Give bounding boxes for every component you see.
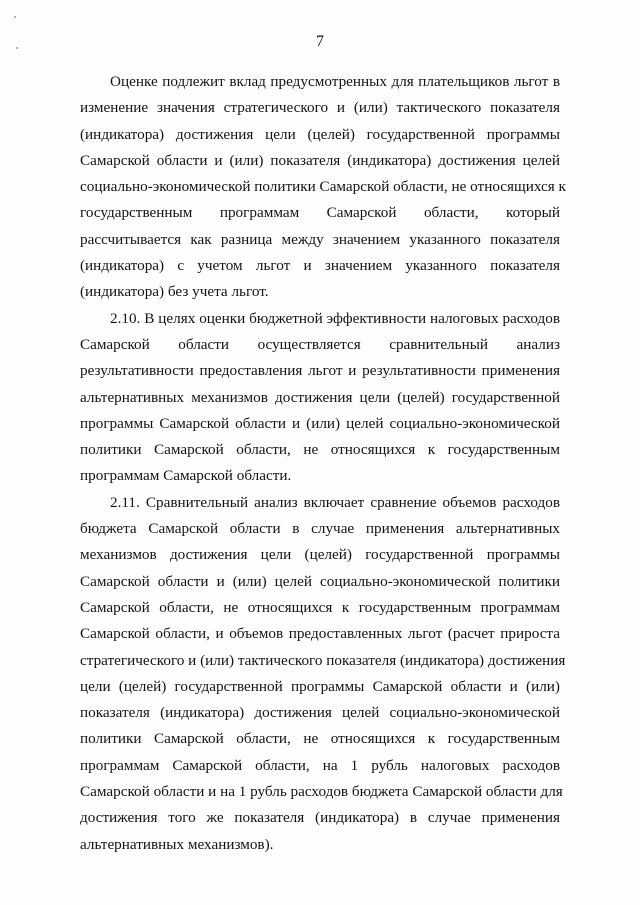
document-body (80, 69, 566, 858)
text-line: политики Самарской области, не относящихся к государственным (80, 730, 560, 748)
text-line: (индикатора) без учета льгот. (80, 283, 269, 301)
scan-speck (14, 16, 16, 18)
text-line: социально-экономической политики Самарской области, не относящихся к (80, 178, 566, 196)
text-line: Самарской области, и объемов предоставленных льгот (расчет прироста (80, 625, 560, 643)
text-line: Самарской области, не относящихся к государственным программам (80, 598, 560, 616)
text-line: изменение значения стратегического и (или) тактического показателя (80, 99, 560, 117)
text-line: альтернативных механизмов достижения цели (целей) государственной (80, 388, 560, 406)
paragraph-assessment-contribution (80, 69, 566, 306)
text-line: 2.10. В целях оценки бюджетной эффективности налоговых расходов (110, 309, 560, 327)
text-line: программам Самарской области, на 1 рубль налоговых расходов (80, 756, 560, 774)
text-line: государственным программам Самарской области, который (80, 204, 560, 222)
text-line: (индикатора) с учетом льгот и значением указанного показателя (80, 257, 560, 275)
paragraph-2-10 (80, 306, 560, 490)
text-line: Самарской области и (или) показателя (индикатора) достижения целей (80, 151, 560, 169)
text-line: Самарской области осуществляется сравнительный анализ (80, 335, 560, 353)
text-line: стратегического и (или) тактического показателя (индикатора) достижения (80, 651, 566, 669)
text-line: показателя (индикатора) достижения целей социально-экономической (80, 704, 560, 722)
text-line: Оценке подлежит вклад предусмотренных для плательщиков льгот в (110, 73, 560, 90)
text-line: цели (целей) государственной программы Самарской области и (или) (80, 677, 560, 695)
text-line: альтернативных механизмов). (80, 835, 274, 853)
text-line: результативности предоставления льгот и результативности применения (80, 362, 560, 380)
text-line: механизмов достижения цели (целей) государственной программы (80, 546, 560, 564)
text-line: рассчитывается как разница между значением указанного показателя (80, 230, 560, 248)
paragraph-2-11 (80, 490, 566, 858)
text-line: Самарской области и на 1 рубль расходов бюджета Самарской области для (80, 783, 563, 801)
text-line: 2.11. Сравнительный анализ включает сравнение объемов расходов (110, 493, 560, 511)
page-number: 7 (316, 33, 324, 50)
text-line: достижения того же показателя (индикатора) в случае применения (80, 809, 560, 827)
text-line: политики Самарской области, не относящихся к государственным (80, 441, 560, 459)
text-line: Самарской области и (или) целей социально-экономической политики (80, 572, 560, 590)
text-line: программам Самарской области. (80, 467, 292, 485)
text-line: (индикатора) достижения цели (целей) государственной программы (80, 125, 560, 143)
text-line: бюджета Самарской области в случае применения альтернативных (80, 520, 560, 538)
text-line: программы Самарской области и (или) целей социально-экономической (80, 414, 560, 432)
